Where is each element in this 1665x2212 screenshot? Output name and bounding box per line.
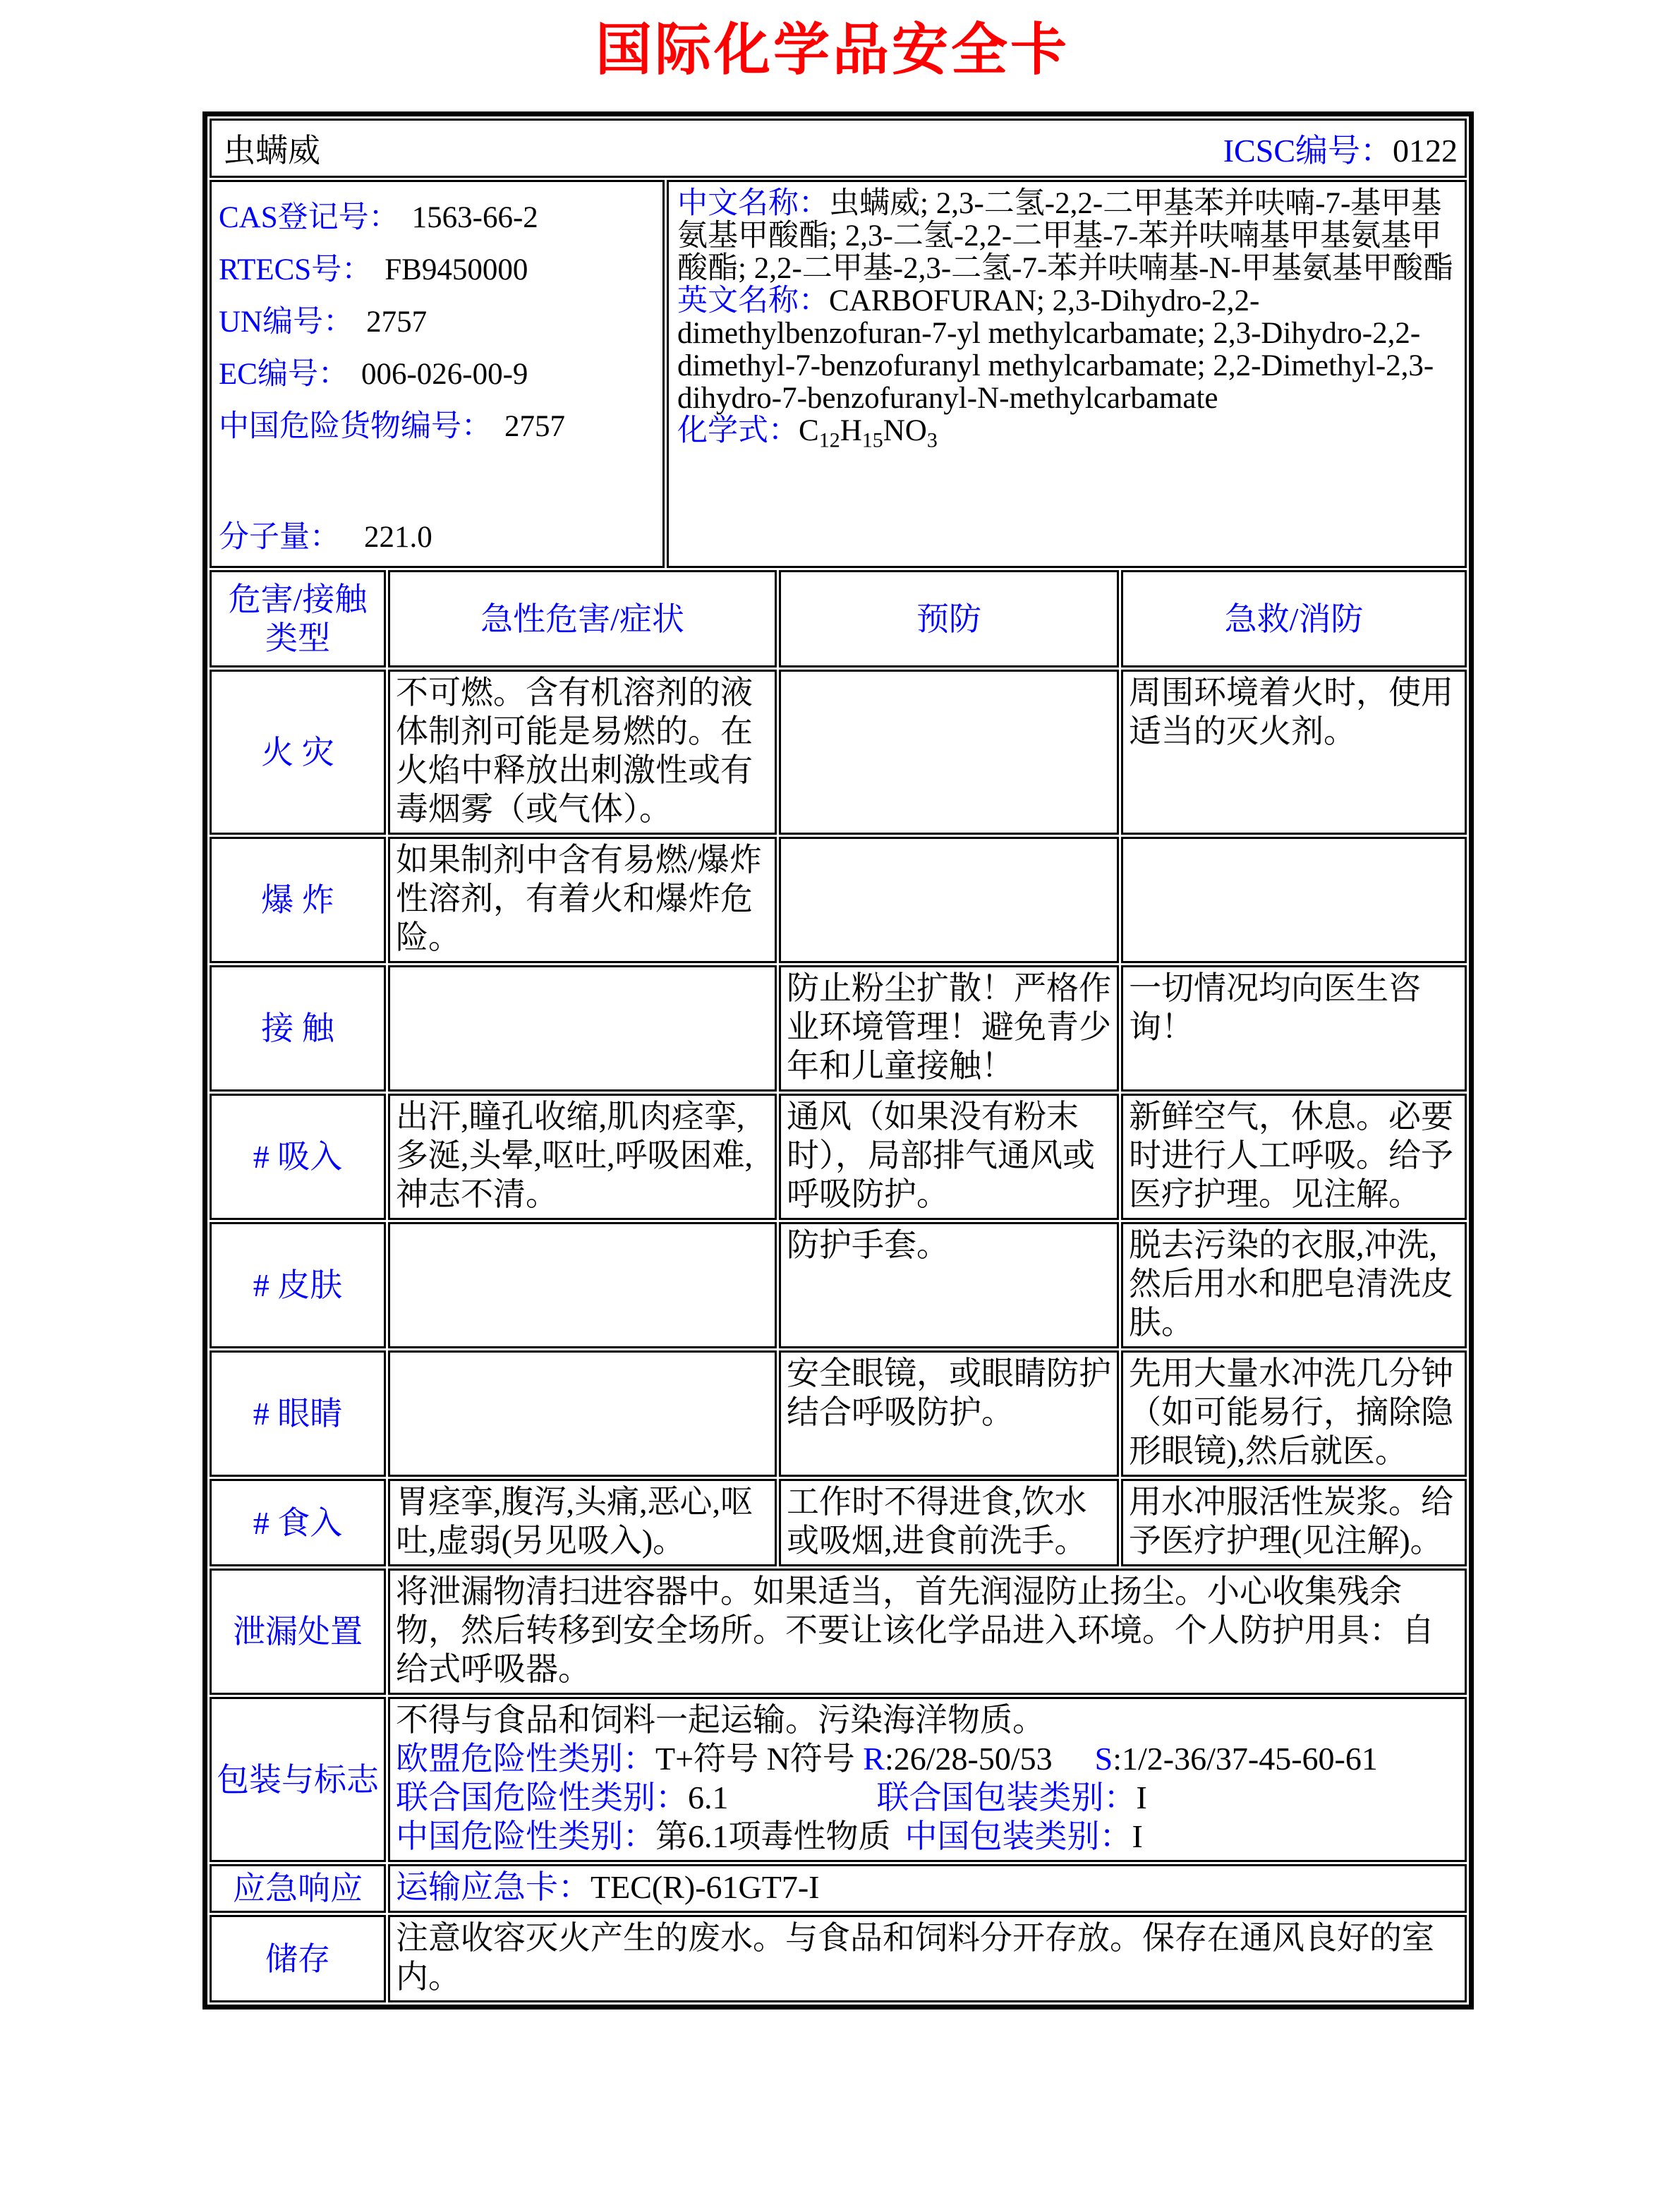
chemical-names-cell <box>667 180 1467 568</box>
hazard-cell-firstaid: 先用大量水冲洗几分钟（如可能易行，摘除隐形眼镜),然后就医。 <box>1121 1350 1467 1477</box>
hazard-cell-firstaid: 脱去污染的衣服,冲洗,然后用水和肥皂清洗皮肤。 <box>1121 1222 1467 1348</box>
hazard-row-label: 火 灾 <box>210 670 386 835</box>
emergency-label: 应急响应 <box>210 1864 386 1913</box>
hazard-cell-symptoms: 胃痉挛,腹泻,头痛,恶心,呕吐,虚弱(另见吸入)。 <box>388 1479 777 1566</box>
hazard-cell-prevention <box>779 670 1119 835</box>
hazard-cell-firstaid: 周围环境着火时，使用适当的灭火剂。 <box>1121 670 1467 835</box>
hazard-cell-prevention: 防止粉尘扩散！严格作业环境管理！避免青少年和儿童接触！ <box>779 965 1119 1092</box>
hazard-row <box>210 1222 1467 1348</box>
hazard-cell-firstaid <box>1121 837 1467 963</box>
packaging-cell <box>388 1697 1467 1862</box>
identifier-line: UN编号： 2757 <box>219 306 428 339</box>
hazard-special-rows <box>210 1569 1467 2002</box>
header-firstaid: 急救/消防 <box>1121 570 1467 667</box>
hazard-cell-prevention: 安全眼镜，或眼睛防护结合呼吸防护。 <box>779 1350 1119 1477</box>
chemical-formula-label: 化学式： <box>677 414 799 447</box>
identifier-line: EC编号： 006-026-00-9 <box>219 358 528 391</box>
hazard-row <box>210 1479 1467 1566</box>
spill-row <box>210 1569 1467 1695</box>
hazard-row <box>210 965 1467 1092</box>
hazard-row-label: # 眼睛 <box>210 1350 386 1477</box>
molecular-weight-label: 分子量： <box>219 521 340 554</box>
name-row <box>210 119 1467 178</box>
hazard-row <box>210 1094 1467 1220</box>
hazard-rows <box>210 670 1467 1566</box>
hazard-table <box>207 568 1469 2005</box>
icsc-card <box>202 111 1474 2009</box>
substance-name: 虫螨威 <box>223 133 320 169</box>
icsc-number-value: 0122 <box>1393 133 1458 169</box>
packaging-cn-class: 中国危险性类别：第6.1项毒性物质 中国包装类别：I <box>396 1818 1143 1854</box>
spill-text: 将泄漏物清扫进容器中。如果适当，首先润湿防止扬尘。小心收集残余物，然后转移到安全场所。不要让该化学品进入环境。个人防护用具：自给式呼吸器。 <box>388 1569 1467 1695</box>
storage-row <box>210 1915 1467 2002</box>
identifiers-cell <box>210 180 665 568</box>
hazard-row-label: # 皮肤 <box>210 1222 386 1348</box>
header-prevention: 预防 <box>779 570 1119 667</box>
chemical-formula-value: $C_{12}H_{15}NO_3$ <box>799 414 938 452</box>
hazard-row <box>210 1350 1467 1477</box>
hazard-cell-symptoms: 如果制剂中含有易燃/爆炸性溶剂，有着火和爆炸危险。 <box>388 837 777 963</box>
hazard-cell-firstaid: 一切情况均向医生咨询！ <box>1121 965 1467 1092</box>
transport-card-value: TEC(R)-61GT7-I <box>591 1869 820 1905</box>
identifier-list <box>219 192 658 453</box>
storage-label: 储存 <box>210 1915 386 2002</box>
hazard-cell-firstaid: 用水冲服活性炭浆。给予医疗护理(见注解)。 <box>1121 1479 1467 1566</box>
hazard-row-label: # 食入 <box>210 1479 386 1566</box>
hazard-cell-prevention <box>779 837 1119 963</box>
cn-name-text: 虫螨威; 2,3-二氢-2,2-二甲基苯并呋喃-7-基甲基氨基甲酸酯; 2,3-二氢-2,2-二甲基-7-苯并呋喃基甲基氨基甲酸酯; 2,2-二甲基-2,3-二氢-7-苯并呋喃基-N-甲基氨基甲酸酯 <box>677 187 1453 285</box>
molecular-weight-value: 221.0 <box>364 521 432 554</box>
header-acute-symptoms: 急性危害/症状 <box>388 570 777 667</box>
icsc-number <box>1223 125 1458 171</box>
en-name-label: 英文名称： <box>677 284 829 318</box>
icsc-number-label: ICSC编号： <box>1223 133 1393 169</box>
hazard-row <box>210 837 1467 963</box>
hazard-cell-symptoms <box>388 1222 777 1348</box>
hazard-cell-prevention: 防护手套。 <box>779 1222 1119 1348</box>
header-hazard-type: 危害/接触类型 <box>210 570 386 667</box>
hazard-cell-symptoms: 出汗,瞳孔收缩,肌肉痉挛,多涎,头晕,呕吐,呼吸困难,神志不清。 <box>388 1094 777 1220</box>
name-table <box>207 116 1469 180</box>
packaging-transport-note: 不得与食品和饲料一起运输。污染海洋物质。 <box>396 1702 1045 1738</box>
packaging-row <box>210 1697 1467 1862</box>
hazard-cell-symptoms: 不可燃。含有机溶剂的液体制剂可能是易燃的。在火焰中释放出刺激性或有毒烟雾（或气体）。 <box>388 670 777 835</box>
en-name-text: CARBOFURAN; 2,3-Dihydro-2,2-dimethylbenzofuran-7-yl methylcarbamate; 2,3-Dihydro-2,2-dimethyl-7-benzofuranyl methylcarbamate; 2,2-Dimethyl-2,3-dihydro-7-benzofuranyl-N-methylcarbamate <box>677 284 1434 415</box>
packaging-label: 包装与标志 <box>210 1697 386 1862</box>
storage-text: 注意收容灭火产生的废水。与食品和饲料分开存放。保存在通风良好的室内。 <box>388 1915 1467 2002</box>
spill-label: 泄漏处置 <box>210 1569 386 1695</box>
hazard-row-label: # 吸入 <box>210 1094 386 1220</box>
hazard-cell-symptoms <box>388 1350 777 1477</box>
info-row <box>210 180 1467 568</box>
emergency-cell <box>388 1864 1467 1913</box>
identifier-line: RTECS号： FB9450000 <box>219 253 528 286</box>
hazard-row-label: 爆 炸 <box>210 837 386 963</box>
emergency-row <box>210 1864 1467 1913</box>
hazard-header-row <box>210 570 1467 667</box>
hazard-row-label: 接 触 <box>210 965 386 1092</box>
hazard-cell-symptoms <box>388 965 777 1092</box>
hazard-cell-firstaid: 新鲜空气，休息。必要时进行人工呼吸。给予医疗护理。见注解。 <box>1121 1094 1467 1220</box>
hazard-cell-prevention: 工作时不得进食,饮水或吸烟,进食前洗手。 <box>779 1479 1119 1566</box>
info-table <box>207 178 1469 570</box>
identifier-line: 中国危险货物编号： 2757 <box>219 410 565 443</box>
hazard-row <box>210 670 1467 835</box>
molecular-weight <box>219 516 658 559</box>
hazard-cell-prevention: 通风（如果没有粉末时），局部排气通风或呼吸防护。 <box>779 1094 1119 1220</box>
packaging-eu-class: 欧盟危险性类别：T+符号 N符号 R:26/28-50/53 S:1/2-36/37-45-60-61 <box>396 1741 1378 1777</box>
packaging-un-class: 联合国危险性类别：6.1 联合国包装类别：I <box>396 1779 1147 1815</box>
identifier-line: CAS登记号： 1563-66-2 <box>219 201 538 234</box>
transport-card-label: 运输应急卡： <box>396 1869 591 1905</box>
page-title: 国际化学品安全卡 <box>595 20 1070 82</box>
cn-name-label: 中文名称： <box>677 187 829 220</box>
